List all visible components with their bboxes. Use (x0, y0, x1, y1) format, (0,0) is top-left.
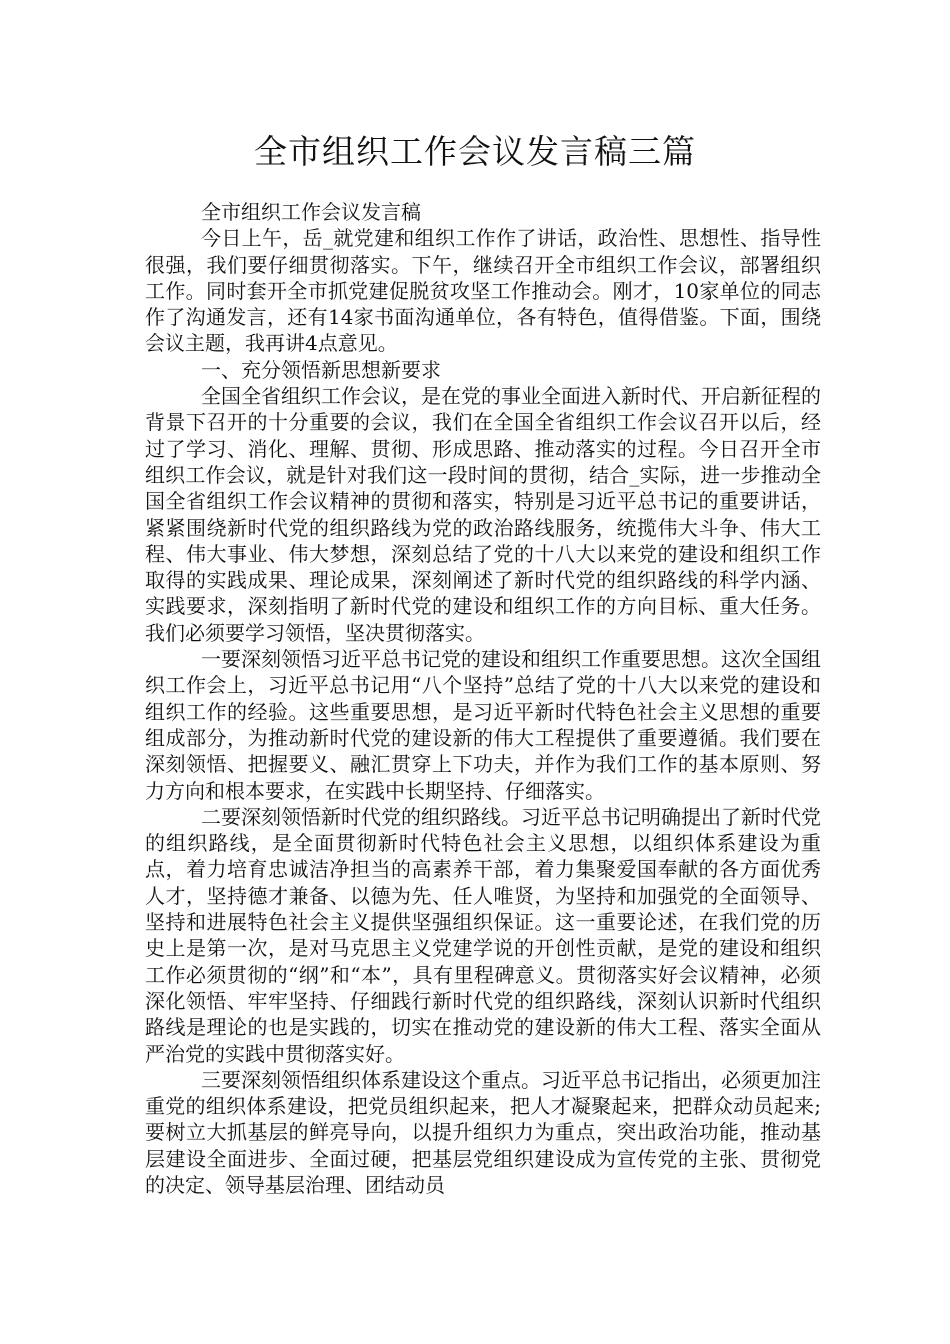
document-title: 全市组织工作会议发言稿三篇 (254, 132, 696, 171)
body-paragraph: 全国全省组织工作会议，是在党的事业全面进入新时代、开启新征程的背景下召开的十分重要的会议，我们在全国全省组织工作会议召开以后，经过了学习、消化、理解、贯彻、形成思路、推动落实的过程。今日召开全市组织工作会议，就是针对我们这一段时间的贯彻，结合_实际，进一步推动全国全省组织工作会议精神的贯彻和落实，特别是习近平总书记的重要讲话，紧紧围绕新时代党的组织路线为党的政治路线服务，统揽伟大斗争、伟大工程、伟大事业、伟大梦想，深刻总结了党的十八大以来党的建设和组织工作取得的实践成果、理论成果，深刻阐述了新时代党的组织路线的科学内涵、实践要求，深刻指明了新时代党的建设和组织工作的方向目标、重大任务。我们必须要学习领悟，坚决贯彻落实。 (145, 384, 821, 645)
speech-heading: 全市组织工作会议发言稿 (201, 200, 421, 224)
document-body (145, 199, 821, 1198)
body-paragraph: 一要深刻领悟习近平总书记党的建设和组织工作重要思想。这次全国组织工作会上，习近平总书记用“八个坚持”总结了党的十八大以来党的建设和组织工作的经验。这些重要思想，是习近平新时代特色社会主义思想的重要组成部分，为推动新时代党的建设新的伟大工程提供了重要遵循。我们要在深刻领悟、把握要义、融汇贯穿上下功夫，并作为我们工作的基本原则、努力方向和根本要求，在实践中长期坚持、仔细落实。 (145, 647, 821, 803)
body-paragraph: 二要深刻领悟新时代党的组织路线。习近平总书记明确提出了新时代党的组织路线，是全面贯彻新时代特色社会主义思想，以组织体系建设为重点，着力培育忠诚洁净担当的高素养干部，着力集聚爱国奉献的各方面优秀人才，坚持德才兼备、以德为先、任人唯贤，为坚持和加强党的全面领导、坚持和进展特色社会主义提供坚强组织保证。这一重要论述，在我们党的历史上是第一次，是对马克思主义党建学说的开创性贡献，是党的建设和组织工作必须贯彻的“纲”和“本”，具有里程碑意义。贯彻落实好会议精神，必须深化领悟、牢牢坚持、仔细践行新时代党的组织路线，深刻认识新时代组织路线是理论的也是实践的，切实在推动党的建设新的伟大工程、落实全面从严治党的实践中贯彻落实好。 (145, 804, 821, 1066)
opening-paragraph: 今日上午，岳_就党建和组织工作作了讲话，政治性、思想性、指导性很强，我们要仔细贯彻落实。下午，继续召开全市组织工作会议，部署组织工作。同时套开全市抓党建促脱贫攻坚工作推动会。刚才，10家单位的同志作了沟通发言，还有14家书面沟通单位，各有特色，值得借鉴。下面，围绕会议主题，我再讲4点意见。 (145, 226, 821, 356)
section-heading-1: 一、充分领悟新思想新要求 (201, 357, 441, 382)
body-paragraph: 三要深刻领悟组织体系建设这个重点。习近平总书记指出，必须更加注重党的组织体系建设，把党员组织起来，把人才凝聚起来，把群众动员起来;要树立大抓基层的鲜亮导向，以提升组织力为重点，突出政治功能，推动基层建设全面进步、全面过硬，把基层党组织建设成为宣传党的主张、贯彻党的决定、领导基层治理、团结动员 (145, 1067, 821, 1197)
